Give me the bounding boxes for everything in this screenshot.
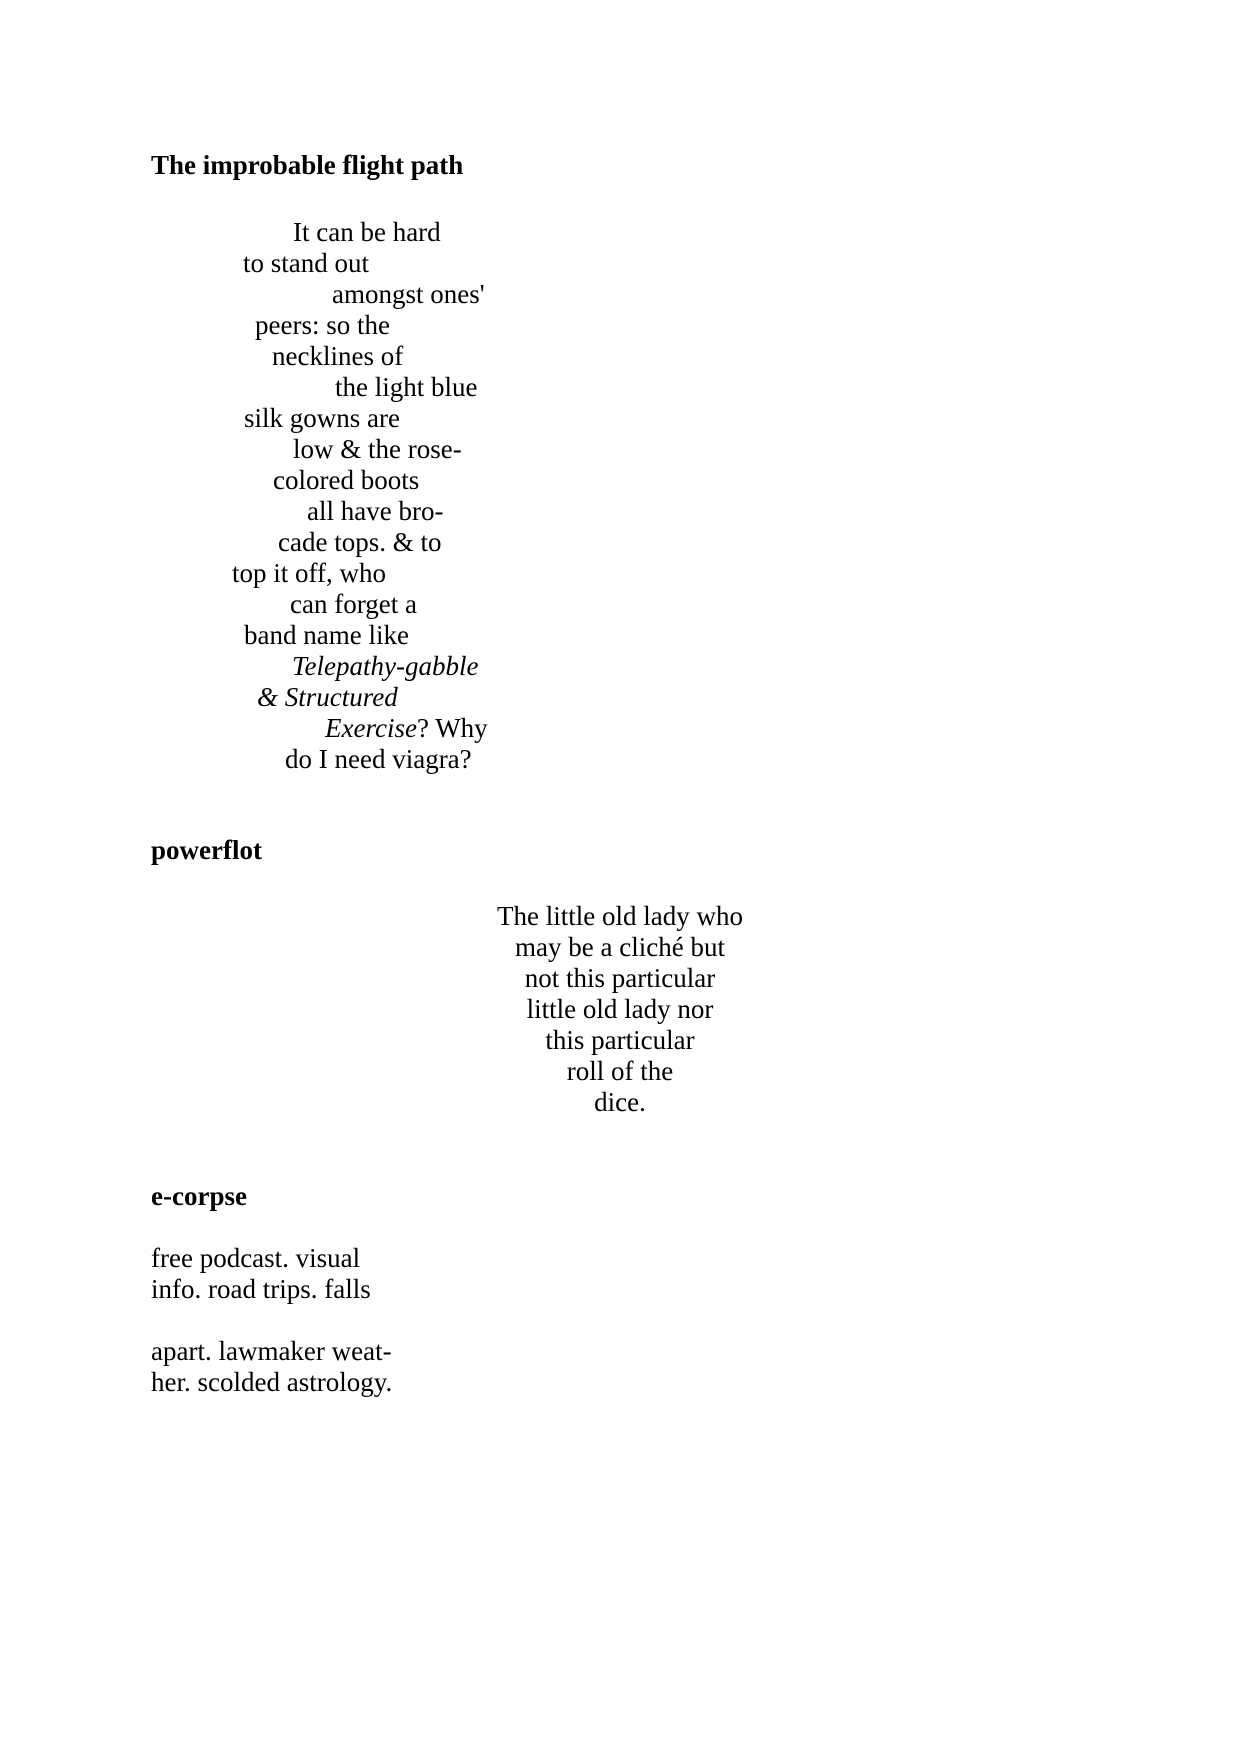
poem-line-text: all have bro- xyxy=(307,496,444,526)
poem-line xyxy=(0,217,1240,248)
poem-line xyxy=(0,279,1240,310)
poem-line-text: dice. xyxy=(594,1087,646,1117)
poem-line xyxy=(0,1025,1240,1056)
poem-line-text: The little old lady who xyxy=(497,901,743,931)
poem-line-text: apart. lawmaker weat- xyxy=(151,1336,392,1366)
poem-e-corpse-stanza-1 xyxy=(151,1243,371,1305)
poem-line-text: low & the rose- xyxy=(293,434,462,464)
poem-line-text: to stand out xyxy=(243,248,369,278)
poem-line-text: can forget a xyxy=(290,589,417,619)
poem-line-text: not this particular xyxy=(524,963,716,993)
poem-line-text: this particular xyxy=(545,1025,695,1055)
poem-line xyxy=(0,620,1240,651)
poem-line-text: It can be hard xyxy=(293,217,441,247)
poem-line-text: little old lady nor xyxy=(526,994,714,1024)
poem-line xyxy=(0,310,1240,341)
poem-body-powerflot xyxy=(0,901,1240,1118)
poem-title-the-improbable-flight-path: The improbable flight path xyxy=(151,150,464,180)
poem-line xyxy=(0,527,1240,558)
poem-line xyxy=(0,496,1240,527)
poem-line xyxy=(0,1056,1240,1087)
poem-line-text: & Structured xyxy=(257,682,398,712)
poem-line xyxy=(0,682,1240,713)
poem-line xyxy=(0,434,1240,465)
poem-line-text: do I need viagra? xyxy=(285,744,472,774)
poem-line xyxy=(0,651,1240,682)
poem-line-text: info. road trips. falls xyxy=(151,1274,371,1304)
poem-line xyxy=(0,341,1240,372)
poem-line xyxy=(0,1087,1240,1118)
poem-line xyxy=(0,744,1240,775)
poem-line xyxy=(0,465,1240,496)
poem-line-text: her. scolded astrology. xyxy=(151,1367,393,1397)
poem-line-text: colored boots xyxy=(273,465,420,495)
poem-line xyxy=(151,1274,371,1305)
poem-line xyxy=(0,248,1240,279)
poem-line-text: cade tops. & to xyxy=(278,527,442,557)
poem-line-text: roll of the xyxy=(566,1056,674,1086)
poem-line-text: ? Why xyxy=(416,713,488,743)
poem-body-the-improbable-flight-path xyxy=(0,217,1240,775)
poem-line xyxy=(0,901,1240,932)
poem-title-e-corpse: e-corpse xyxy=(151,1181,247,1211)
poem-line-text: free podcast. visual xyxy=(151,1243,361,1273)
poem-line-text: amongst ones' xyxy=(332,279,485,309)
poem-line-text: band name like xyxy=(244,620,409,650)
poem-line xyxy=(0,994,1240,1025)
poem-line-text: silk gowns are xyxy=(244,403,400,433)
poem-line xyxy=(0,963,1240,994)
poem-line xyxy=(151,1336,392,1367)
poem-line xyxy=(0,403,1240,434)
poem-line xyxy=(0,589,1240,620)
poem-line-text: necklines of xyxy=(272,341,404,371)
poem-line-text: peers: so the xyxy=(255,310,390,340)
poem-line-text: the light blue xyxy=(335,372,478,402)
poem-title-powerflot: powerflot xyxy=(151,835,262,865)
poem-line xyxy=(0,713,1240,744)
poem-line-text: Telepathy-gabble xyxy=(292,651,479,681)
poem-line-text: top it off, who xyxy=(232,558,386,588)
poem-e-corpse-stanza-2 xyxy=(151,1336,392,1398)
poem-line-text: may be a cliché but xyxy=(515,932,725,962)
poem-line xyxy=(0,372,1240,403)
poem-line xyxy=(0,932,1240,963)
poem-line xyxy=(151,1243,371,1274)
poem-line xyxy=(151,1367,392,1398)
poem-line xyxy=(0,558,1240,589)
poem-line-text: Exercise xyxy=(325,713,417,743)
